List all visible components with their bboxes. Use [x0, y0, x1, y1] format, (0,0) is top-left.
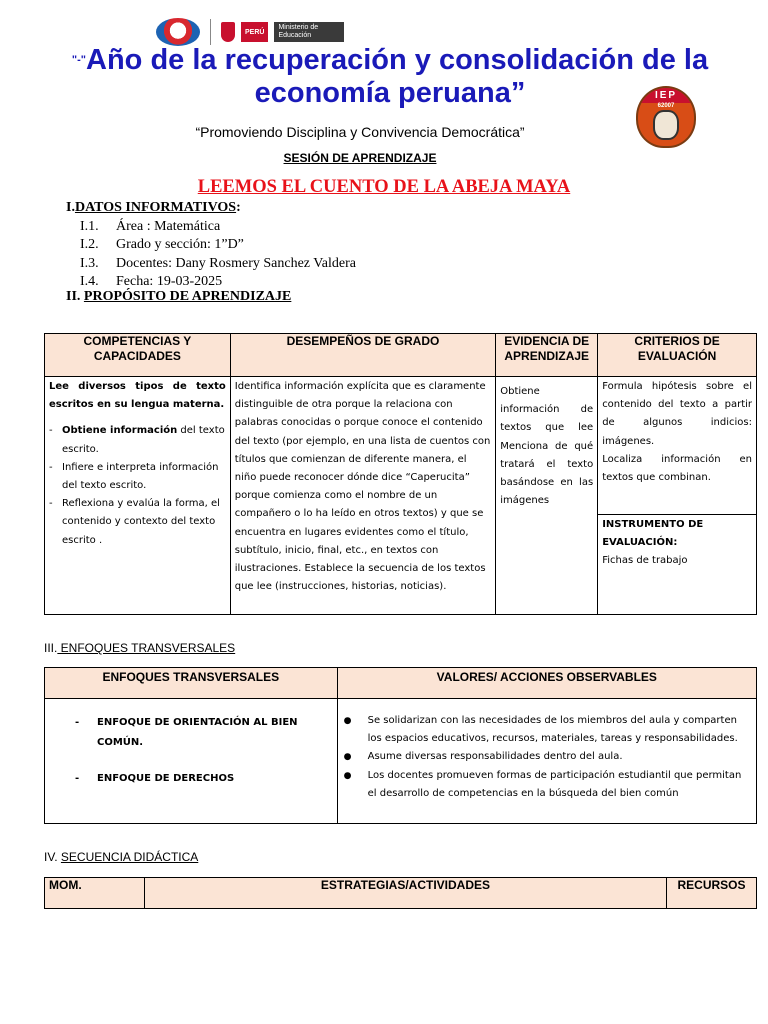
list-item: ● Se solidarizan con las necesidades de los miembros del aula y comparten los espacios educativos, recursos, materiales, tareas y responsabilidades. [344, 712, 748, 748]
datos-item: I.1. Área : Matemática [80, 218, 221, 234]
datos-informativos [66, 199, 356, 292]
instrumento-cell [598, 515, 757, 615]
lesson-title: LEEMOS EL CUENTO DE LA ABEJA MAYA [197, 177, 571, 197]
header-desempenos: DESEMPEÑOS DE GRADO [230, 334, 495, 377]
header-recursos: RECURSOS [667, 878, 757, 909]
education-logo-icon [156, 18, 200, 46]
school-logo-number: 62007 [657, 103, 675, 109]
session-label: SESIÓN DE APRENDIZAJE [283, 151, 437, 165]
header-criterios: CRITERIOS DE EVALUACIÓN [598, 334, 757, 377]
enfoques-table [44, 667, 757, 824]
list-item: - Obtiene información del texto escrito. [49, 425, 225, 455]
competencias-cell [45, 377, 231, 615]
header-competencias: COMPETENCIAS Y CAPACIDADES [45, 334, 231, 377]
datos-item: I.3. Docentes: Dany Rosmery Sanchez Valdera [80, 255, 356, 271]
list-item: - ENFOQUE DE ORIENTACIÓN AL BIEN COMÚN. [75, 717, 298, 748]
instrumento-value: Fichas de trabajo [602, 555, 688, 567]
list-item: - Infiere e interpreta información del texto escrito. [49, 461, 219, 492]
peru-shield-icon [221, 22, 235, 42]
table-row [45, 699, 757, 824]
criterio-1: Formula hipótesis sobre el contenido del texto a partir de algunos indicios: imágenes. [602, 381, 752, 447]
motto: “Promoviendo Disciplina y Convivencia Democrática” [195, 124, 525, 140]
header-valores: VALORES/ ACCIONES OBSERVABLES [337, 668, 756, 699]
bullet-icon: ● [343, 770, 352, 781]
list-item: ● Asume diversas responsabilidades dentro del aula. [344, 748, 748, 766]
page-title [40, 44, 740, 110]
enfoques-cell [45, 699, 338, 824]
valores-cell [337, 699, 756, 824]
criterios-cell [598, 377, 757, 515]
enfoques-heading: III. ENFOQUES TRANSVERSALES [44, 641, 236, 655]
proposito-heading: II. PROPÓSITO DE APRENDIZAJE [66, 289, 292, 304]
title-text: Año de la recuperación y consolidación de la economía peruana” [86, 44, 709, 109]
datos-item: I.4. Fecha: 19-03-2025 [80, 274, 223, 289]
secuencia-heading: IV. SECUENCIA DIDÁCTICA [44, 850, 199, 864]
peru-label: PERÚ [241, 22, 268, 42]
capacidades-list [49, 422, 226, 549]
desempeno-cell: Identifica información explícita que es claramente distinguible de otra porque la relaciona con palabras conocidas o porque conoce el contenido del texto (por ejemplo, en una lista de cuentos con títulos que comienzan de diferente manera, el niño puede reconocer dónde dice “Caperucita” porque comienza como el nombre de un compañero o lo ha leído en otros textos) y que se encuentra en lugares evidentes como el título, subtítulo, inicio, final, etc., en textos con ilustraciones. Establece la secuencia de los textos que lee (instrucciones, historias, noticias). [230, 377, 495, 615]
bullet-icon: ● [343, 752, 352, 763]
list-item: ● Los docentes promueven formas de participación estudiantil que permitan el desarrollo de competencias en la búsqueda del bien común [344, 767, 748, 803]
header-logos [156, 18, 344, 46]
title-prefix: "-" [71, 54, 87, 66]
list-item: - ENFOQUE DE DERECHOS [75, 773, 235, 784]
logo-divider [210, 19, 211, 45]
competencia-text: Lee diversos tipos de texto escritos en su lengua materna. [49, 381, 226, 411]
table-header-row [45, 878, 757, 909]
table-row [45, 377, 757, 515]
table-header-row [45, 334, 757, 377]
header-mom: MOM. [45, 878, 145, 909]
school-logo-letters: IEP [638, 88, 694, 103]
header-enfoques: ENFOQUES TRANSVERSALES [45, 668, 338, 699]
list-item: - Reflexiona y evalúa la forma, el contenido y contexto del texto escrito . [49, 498, 220, 546]
datos-heading: I.DATOS INFORMATIVOS: [66, 200, 241, 215]
header-evidencia: EVIDENCIA DE APRENDIZAJE [496, 334, 598, 377]
ministry-label: Ministerio de Educación [274, 22, 344, 42]
instrumento-title: INSTRUMENTO DE EVALUACIÓN: [602, 519, 704, 549]
evidencia-cell: Obtiene información de textos que lee Menciona de qué tratará el texto basándose en las imágenes [496, 377, 598, 615]
secuencia-table [44, 877, 757, 909]
criterio-2: Localiza información en textos que combinan. [602, 453, 752, 484]
proposito-table [44, 333, 757, 615]
header-estrategias: ESTRATEGIAS/ACTIVIDADES [144, 878, 666, 909]
table-header-row [45, 668, 757, 699]
datos-item: I.2. Grado y sección: 1”D” [80, 237, 244, 252]
bullet-icon: ● [343, 716, 352, 726]
